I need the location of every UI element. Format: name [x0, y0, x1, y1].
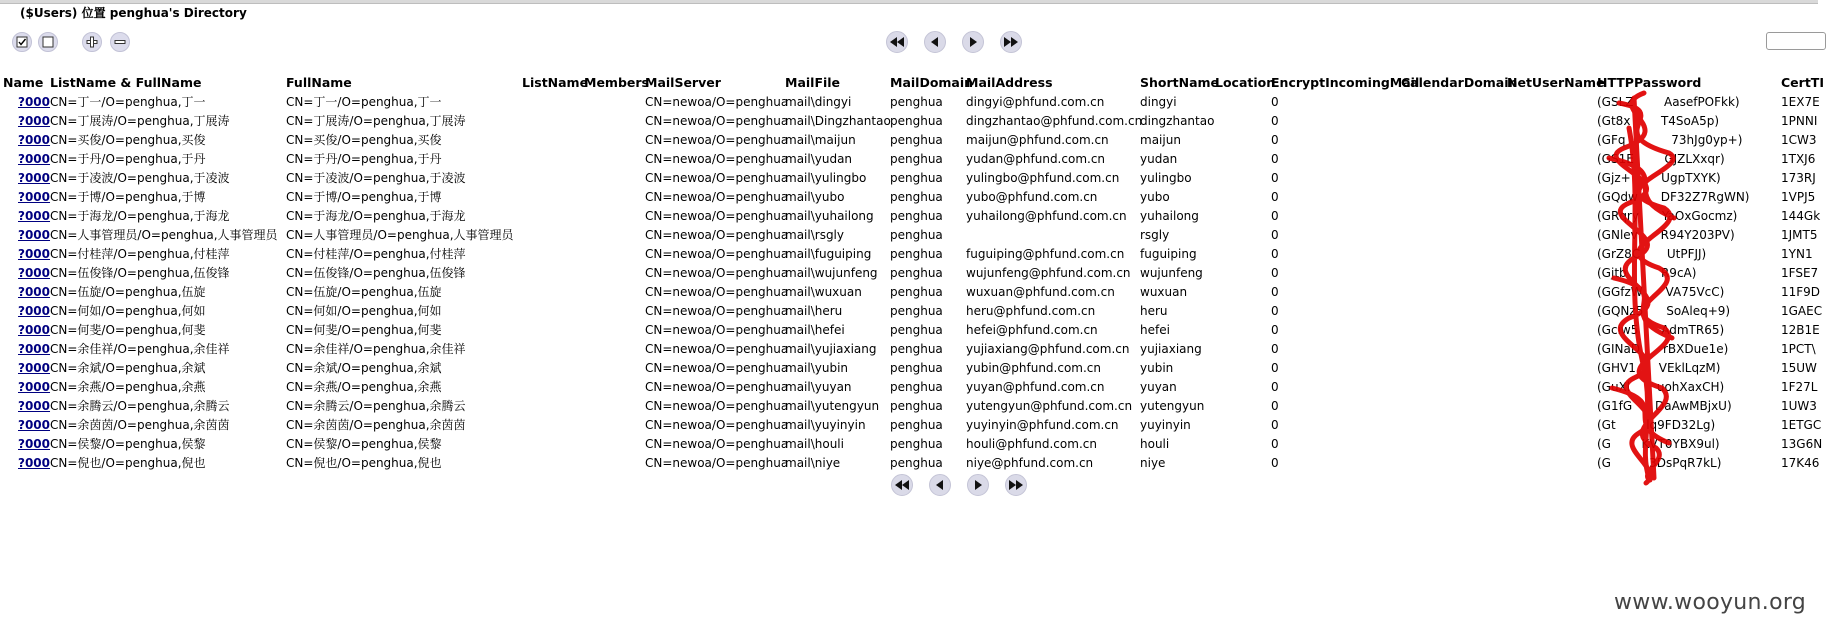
- row-mailaddress: houli@phfund.com.cn: [966, 437, 1097, 451]
- row-maildomain: penghua: [890, 171, 943, 185]
- deselect-all-button[interactable]: [38, 32, 58, 52]
- row-certti: 144Gk: [1781, 209, 1821, 223]
- row-encrypt: 0: [1271, 152, 1279, 166]
- row-name-link[interactable]: ?000: [18, 380, 51, 394]
- row-mailserver: CN=newoa/O=penghua: [645, 95, 789, 109]
- row-maildomain: penghua: [890, 133, 943, 147]
- row-maildomain: penghua: [890, 304, 943, 318]
- row-certti: 1JMT5: [1781, 228, 1818, 242]
- row-name-link[interactable]: ?000: [18, 418, 51, 432]
- row-fullname: CN=倪也/O=penghua,倪也: [286, 456, 442, 470]
- column-header-mailfile[interactable]: MailFile: [785, 75, 841, 90]
- row-encrypt: 0: [1271, 266, 1279, 280]
- row-mailaddress: maijun@phfund.com.cn: [966, 133, 1109, 147]
- row-maildomain: penghua: [890, 437, 943, 451]
- row-mailserver: CN=newoa/O=penghua: [645, 133, 789, 147]
- row-listname: CN=买俊/O=penghua,买俊: [50, 133, 206, 147]
- row-encrypt: 0: [1271, 133, 1279, 147]
- row-name-link[interactable]: ?000: [18, 190, 51, 204]
- collapse-icon: [114, 36, 126, 48]
- row-maildomain: penghua: [890, 285, 943, 299]
- row-mailfile: mail\yubo: [785, 190, 845, 204]
- row-mailfile: mail\wujunfeng: [785, 266, 878, 280]
- row-encrypt: 0: [1271, 304, 1279, 318]
- row-mailserver: CN=newoa/O=penghua: [645, 285, 789, 299]
- row-httppassword: (GHV1 VEklLqzM): [1597, 361, 1721, 375]
- table-row: [0, 283, 1821, 302]
- first-page-button[interactable]: [886, 31, 908, 53]
- table-row: [0, 435, 1823, 454]
- row-certti: 1F27L: [1781, 380, 1818, 394]
- row-listname: CN=余腾云/O=penghua,余腾云: [50, 399, 230, 413]
- column-header-location[interactable]: Location: [1215, 75, 1276, 90]
- row-mailaddress: yujiaxiang@phfund.com.cn: [966, 342, 1130, 356]
- row-mailserver: CN=newoa/O=penghua: [645, 437, 789, 451]
- table-row: [0, 397, 1818, 416]
- row-mailserver: CN=newoa/O=penghua: [645, 456, 789, 470]
- table-row: [0, 264, 1818, 283]
- row-mailserver: CN=newoa/O=penghua: [645, 342, 789, 356]
- row-listname: CN=于凌波/O=penghua,于凌波: [50, 171, 230, 185]
- row-shortname: houli: [1140, 437, 1170, 451]
- last-page-icon: [1004, 37, 1018, 47]
- row-mailaddress: yuyinyin@phfund.com.cn: [966, 418, 1119, 432]
- column-header-listname-fullname[interactable]: ListName & FullName: [50, 75, 202, 90]
- table-row: [0, 378, 1818, 397]
- row-httppassword: (GQdw DF32Z7RgWN): [1597, 190, 1750, 204]
- row-encrypt: 0: [1271, 285, 1279, 299]
- last-page-button[interactable]: [1000, 31, 1022, 53]
- row-fullname: CN=丁一/O=penghua,丁一: [286, 95, 442, 109]
- row-maildomain: penghua: [890, 361, 943, 375]
- row-maildomain: penghua: [890, 399, 943, 413]
- row-shortname: yuyan: [1140, 380, 1177, 394]
- row-encrypt: 0: [1271, 114, 1279, 128]
- row-fullname: CN=于博/O=penghua,于博: [286, 190, 442, 204]
- row-httppassword: (GGfzW VA75VcC): [1597, 285, 1725, 299]
- row-httppassword: (GQNz5 SoAleq+9): [1597, 304, 1731, 318]
- row-certti: 12B1E: [1781, 323, 1820, 337]
- row-fullname: CN=何如/O=penghua,何如: [286, 304, 442, 318]
- row-certti: 1PNNI: [1781, 114, 1818, 128]
- row-encrypt: 0: [1271, 418, 1279, 432]
- previous-page-button[interactable]: [924, 31, 946, 53]
- column-header-members[interactable]: Members: [584, 75, 649, 90]
- row-fullname: CN=丁展涛/O=penghua,丁展涛: [286, 114, 466, 128]
- next-page-icon: [971, 480, 985, 490]
- row-maildomain: penghua: [890, 152, 943, 166]
- column-header-shortname[interactable]: ShortName: [1140, 75, 1220, 90]
- row-listname: CN=伍旋/O=penghua,伍旋: [50, 285, 206, 299]
- row-listname: CN=丁一/O=penghua,丁一: [50, 95, 206, 109]
- row-encrypt: 0: [1271, 399, 1279, 413]
- row-mailserver: CN=newoa/O=penghua: [645, 171, 789, 185]
- previous-page-button-bottom[interactable]: [929, 474, 951, 496]
- column-header-netusername[interactable]: NetUserName: [1507, 75, 1605, 90]
- row-shortname: yuyinyin: [1140, 418, 1191, 432]
- row-name-link[interactable]: ?000: [18, 228, 51, 242]
- row-certti: 15UW: [1781, 361, 1817, 375]
- row-mailfile: mail\Dingzhantao: [785, 114, 891, 128]
- row-maildomain: penghua: [890, 209, 943, 223]
- last-page-icon: [1009, 480, 1023, 490]
- row-shortname: dingzhantao: [1140, 114, 1215, 128]
- table-row: [0, 245, 1818, 264]
- select-all-button[interactable]: [12, 32, 32, 52]
- row-shortname: yubo: [1140, 190, 1170, 204]
- row-mailaddress: yuhailong@phfund.com.cn: [966, 209, 1127, 223]
- row-listname: CN=倪也/O=penghua,倪也: [50, 456, 206, 470]
- row-name-link[interactable]: ?000: [18, 133, 51, 147]
- table-row: [0, 454, 1818, 473]
- column-header-certti[interactable]: CertTI: [1781, 75, 1824, 90]
- row-encrypt: 0: [1271, 190, 1279, 204]
- row-encrypt: 0: [1271, 361, 1279, 375]
- row-listname: CN=余佳祥/O=penghua,余佳祥: [50, 342, 230, 356]
- row-httppassword: (GSLZ AasefPOFkk): [1597, 95, 1740, 109]
- row-shortname: hefei: [1140, 323, 1170, 337]
- row-shortname: wujunfeng: [1140, 266, 1203, 280]
- row-shortname: maijun: [1140, 133, 1181, 147]
- row-fullname: CN=何斐/O=penghua,何斐: [286, 323, 442, 337]
- row-mailserver: CN=newoa/O=penghua: [645, 190, 789, 204]
- row-certti: 1ETGC: [1781, 418, 1822, 432]
- row-mailfile: mail\yudan: [785, 152, 853, 166]
- row-encrypt: 0: [1271, 95, 1279, 109]
- row-name-link[interactable]: ?000: [18, 285, 51, 299]
- table-row: [0, 321, 1818, 340]
- column-header-mailaddress[interactable]: MailAddress: [966, 75, 1053, 90]
- row-name-link[interactable]: ?000: [18, 152, 51, 166]
- row-httppassword: (Gjz+ UgpTXYK): [1597, 171, 1721, 185]
- table-row: [0, 302, 1823, 321]
- row-mailserver: CN=newoa/O=penghua: [645, 323, 789, 337]
- table-row: [0, 207, 1821, 226]
- row-httppassword: (G1fG DaAwMBjxU): [1597, 399, 1732, 413]
- first-page-button-bottom[interactable]: [891, 474, 913, 496]
- previous-page-icon: [928, 37, 942, 47]
- row-mailaddress: heru@phfund.com.cn: [966, 304, 1096, 318]
- row-maildomain: penghua: [890, 247, 943, 261]
- row-listname: CN=付桂萍/O=penghua,付桂萍: [50, 247, 230, 261]
- row-httppassword: (GFq 73hJg0yp+): [1597, 133, 1743, 147]
- table-row: [0, 131, 1818, 150]
- row-name-link[interactable]: ?000: [18, 209, 51, 223]
- row-mailfile: mail\heru: [785, 304, 843, 318]
- row-encrypt: 0: [1271, 456, 1279, 470]
- first-page-icon: [890, 37, 904, 47]
- row-mailserver: CN=newoa/O=penghua: [645, 399, 789, 413]
- row-encrypt: 0: [1271, 228, 1279, 242]
- row-shortname: fuguiping: [1140, 247, 1197, 261]
- row-mailserver: CN=newoa/O=penghua: [645, 152, 789, 166]
- row-encrypt: 0: [1271, 380, 1279, 394]
- row-certti: 13G6N: [1781, 437, 1823, 451]
- row-shortname: yudan: [1140, 152, 1178, 166]
- row-name-link[interactable]: ?000: [18, 456, 51, 470]
- row-certti: 1EX7E: [1781, 95, 1820, 109]
- row-encrypt: 0: [1271, 171, 1279, 185]
- row-fullname: CN=于海龙/O=penghua,于海龙: [286, 209, 466, 223]
- column-header-mailserver[interactable]: MailServer: [645, 75, 721, 90]
- row-mailaddress: yudan@phfund.com.cn: [966, 152, 1106, 166]
- row-name-link[interactable]: ?000: [18, 114, 51, 128]
- row-certti: 1TXJ6: [1781, 152, 1816, 166]
- row-certti: 1CW3: [1781, 133, 1817, 147]
- row-mailaddress: wujunfeng@phfund.com.cn: [966, 266, 1131, 280]
- page-title: ($Users) 位置 penghua's Directory: [20, 6, 247, 20]
- row-httppassword: (Gciw5 AdmTR65): [1597, 323, 1725, 337]
- row-name-link[interactable]: ?000: [18, 399, 51, 413]
- row-mailserver: CN=newoa/O=penghua: [645, 380, 789, 394]
- table-row: [0, 150, 1818, 169]
- row-maildomain: penghua: [890, 323, 943, 337]
- row-name-link[interactable]: ?000: [18, 266, 51, 280]
- row-listname: CN=何如/O=penghua,何如: [50, 304, 206, 318]
- row-encrypt: 0: [1271, 323, 1279, 337]
- table-row: [0, 112, 1818, 131]
- row-shortname: wuxuan: [1140, 285, 1188, 299]
- watermark: www.wooyun.org: [1614, 590, 1807, 615]
- row-mailaddress: dingyi@phfund.com.cn: [966, 95, 1105, 109]
- row-shortname: yulingbo: [1140, 171, 1192, 185]
- row-mailaddress: niye@phfund.com.cn: [966, 456, 1094, 470]
- row-httppassword: (Gt8x T4SoA5p): [1597, 114, 1720, 128]
- row-listname: CN=伍俊锋/O=penghua,伍俊锋: [50, 266, 230, 280]
- row-fullname: CN=买俊/O=penghua,买俊: [286, 133, 442, 147]
- row-httppassword: (Gt lq9FD32Lg): [1597, 418, 1716, 432]
- row-mailfile: mail\niye: [785, 456, 841, 470]
- row-certti: 173RJ: [1781, 171, 1816, 185]
- row-fullname: CN=人事管理员/O=penghua,人事管理员: [286, 228, 514, 242]
- row-mailfile: mail\maijun: [785, 133, 856, 147]
- search-input[interactable]: [1766, 32, 1826, 50]
- row-listname: CN=于丹/O=penghua,于丹: [50, 152, 206, 166]
- last-page-button-bottom[interactable]: [1005, 474, 1027, 496]
- row-httppassword: (G 3DsPqR7kL): [1597, 456, 1722, 470]
- row-mailfile: mail\yulingbo: [785, 171, 867, 185]
- expand-all-button[interactable]: [82, 32, 102, 52]
- row-name-link[interactable]: ?000: [18, 437, 51, 451]
- row-maildomain: penghua: [890, 114, 943, 128]
- row-certti: 1YN1: [1781, 247, 1813, 261]
- row-encrypt: 0: [1271, 247, 1279, 261]
- row-fullname: CN=余佳祥/O=penghua,余佳祥: [286, 342, 466, 356]
- column-header-httppassword[interactable]: HTTPPassword: [1597, 75, 1702, 90]
- row-httppassword: (GuXl uohXaxCH): [1597, 380, 1725, 394]
- row-name-link[interactable]: ?000: [18, 247, 51, 261]
- row-fullname: CN=余腾云/O=penghua,余腾云: [286, 399, 466, 413]
- row-mailserver: CN=newoa/O=penghua: [645, 361, 789, 375]
- row-shortname: yubin: [1140, 361, 1174, 375]
- row-fullname: CN=余燕/O=penghua,余燕: [286, 380, 442, 394]
- previous-page-icon: [933, 480, 947, 490]
- expand-icon: [86, 36, 98, 48]
- row-shortname: heru: [1140, 304, 1168, 318]
- collapse-all-button[interactable]: [110, 32, 130, 52]
- table-row: [0, 93, 1818, 112]
- row-certti: 1PCT\: [1781, 342, 1816, 356]
- row-fullname: CN=于丹/O=penghua,于丹: [286, 152, 442, 166]
- row-mailserver: CN=newoa/O=penghua: [645, 418, 789, 432]
- row-mailserver: CN=newoa/O=penghua: [645, 304, 789, 318]
- row-mailserver: CN=newoa/O=penghua: [645, 209, 789, 223]
- row-mailaddress: yubin@phfund.com.cn: [966, 361, 1101, 375]
- row-httppassword: (GRqry YaOxGocmz): [1597, 209, 1738, 223]
- row-fullname: CN=伍俊锋/O=penghua,伍俊锋: [286, 266, 466, 280]
- table-row: [0, 416, 1822, 435]
- row-name-link[interactable]: ?000: [18, 323, 51, 337]
- row-shortname: yujiaxiang: [1140, 342, 1202, 356]
- row-mailserver: CN=newoa/O=penghua: [645, 228, 789, 242]
- row-mailfile: mail\dingyi: [785, 95, 852, 109]
- row-name-link[interactable]: ?000: [18, 171, 51, 185]
- row-mailfile: mail\rsgly: [785, 228, 844, 242]
- column-header-listname[interactable]: ListName: [522, 75, 589, 90]
- row-maildomain: penghua: [890, 418, 943, 432]
- row-mailfile: mail\yuhailong: [785, 209, 874, 223]
- row-httppassword: (GNlev R94Y203PV): [1597, 228, 1735, 242]
- table-row: [0, 226, 1818, 245]
- row-shortname: yuhailong: [1140, 209, 1199, 223]
- row-httppassword: (G KVT0YBX9ul): [1597, 437, 1720, 451]
- column-header-fullname[interactable]: FullName: [286, 75, 352, 90]
- first-page-icon: [895, 480, 909, 490]
- row-listname: CN=丁展涛/O=penghua,丁展涛: [50, 114, 230, 128]
- row-fullname: CN=余茵茵/O=penghua,余茵茵: [286, 418, 466, 432]
- row-listname: CN=人事管理员/O=penghua,人事管理员: [50, 228, 278, 242]
- row-fullname: CN=余斌/O=penghua,余斌: [286, 361, 442, 375]
- row-shortname: dingyi: [1140, 95, 1177, 109]
- row-encrypt: 0: [1271, 437, 1279, 451]
- column-header-calendardomain[interactable]: CalendarDomain: [1401, 75, 1518, 90]
- column-header-name[interactable]: Name: [3, 75, 44, 90]
- row-encrypt: 0: [1271, 342, 1279, 356]
- row-mailfile: mail\wuxuan: [785, 285, 862, 299]
- row-maildomain: penghua: [890, 456, 943, 470]
- row-encrypt: 0: [1271, 209, 1279, 223]
- row-shortname: niye: [1140, 456, 1166, 470]
- row-mailfile: mail\yubin: [785, 361, 849, 375]
- row-httppassword: (Gjtb R9cA): [1597, 266, 1697, 280]
- table-row: [0, 169, 1818, 188]
- row-mailfile: mail\fuguiping: [785, 247, 872, 261]
- row-mailserver: CN=newoa/O=penghua: [645, 247, 789, 261]
- row-mailaddress: yutengyun@phfund.com.cn: [966, 399, 1133, 413]
- table-row: [0, 359, 1818, 378]
- row-certti: 1UW3: [1781, 399, 1817, 413]
- row-shortname: rsgly: [1140, 228, 1170, 242]
- row-mailaddress: fuguiping@phfund.com.cn: [966, 247, 1125, 261]
- row-fullname: CN=伍旋/O=penghua,伍旋: [286, 285, 442, 299]
- row-mailaddress: yubo@phfund.com.cn: [966, 190, 1098, 204]
- next-page-button-bottom[interactable]: [967, 474, 989, 496]
- row-mailaddress: wuxuan@phfund.com.cn: [966, 285, 1115, 299]
- row-listname: CN=余燕/O=penghua,余燕: [50, 380, 206, 394]
- row-httppassword: (GrZ8C UtPFJJ): [1597, 247, 1707, 261]
- row-mailaddress: dingzhantao@phfund.com.cn: [966, 114, 1143, 128]
- row-mailfile: mail\houli: [785, 437, 844, 451]
- next-page-icon: [966, 37, 980, 47]
- table-row: [0, 188, 1818, 207]
- row-certti: 11F9D: [1781, 285, 1821, 299]
- row-maildomain: penghua: [890, 228, 943, 242]
- window-top-border: [0, 0, 1818, 4]
- row-listname: CN=于海龙/O=penghua,于海龙: [50, 209, 230, 223]
- row-name-link[interactable]: ?000: [18, 361, 51, 375]
- row-maildomain: penghua: [890, 266, 943, 280]
- table-row: [0, 340, 1818, 359]
- row-listname: CN=于博/O=penghua,于博: [50, 190, 206, 204]
- row-name-link[interactable]: ?000: [18, 304, 51, 318]
- row-httppassword: (GINaD rBXDue1e): [1597, 342, 1729, 356]
- row-mailfile: mail\yuyinyin: [785, 418, 866, 432]
- row-certti: 1FSE7: [1781, 266, 1819, 280]
- checked-checkbox-icon: [16, 36, 28, 48]
- row-listname: CN=余茵茵/O=penghua,余茵茵: [50, 418, 230, 432]
- row-listname: CN=余斌/O=penghua,余斌: [50, 361, 206, 375]
- row-certti: 1GAEC: [1781, 304, 1823, 318]
- row-fullname: CN=付桂萍/O=penghua,付桂萍: [286, 247, 466, 261]
- row-mailserver: CN=newoa/O=penghua: [645, 114, 789, 128]
- row-name-link[interactable]: ?000: [18, 95, 51, 109]
- row-maildomain: penghua: [890, 190, 943, 204]
- column-header-encryptincomingmail[interactable]: EncryptIncomingMail: [1271, 75, 1420, 90]
- row-mailaddress: hefei@phfund.com.cn: [966, 323, 1098, 337]
- row-mailaddress: yuyan@phfund.com.cn: [966, 380, 1105, 394]
- row-mailfile: mail\hefei: [785, 323, 845, 337]
- row-shortname: yutengyun: [1140, 399, 1205, 413]
- row-listname: CN=何斐/O=penghua,何斐: [50, 323, 206, 337]
- row-mailfile: mail\yutengyun: [785, 399, 880, 413]
- row-fullname: CN=于凌波/O=penghua,于凌波: [286, 171, 466, 185]
- row-maildomain: penghua: [890, 342, 943, 356]
- row-maildomain: penghua: [890, 380, 943, 394]
- row-mailserver: CN=newoa/O=penghua: [645, 266, 789, 280]
- row-mailaddress: yulingbo@phfund.com.cn: [966, 171, 1120, 185]
- row-mailfile: mail\yujiaxiang: [785, 342, 877, 356]
- empty-checkbox-icon: [42, 36, 54, 48]
- row-fullname: CN=侯黎/O=penghua,侯黎: [286, 437, 442, 451]
- row-maildomain: penghua: [890, 95, 943, 109]
- row-listname: CN=侯黎/O=penghua,侯黎: [50, 437, 206, 451]
- row-certti: 1VPJ5: [1781, 190, 1816, 204]
- row-name-link[interactable]: ?000: [18, 342, 51, 356]
- next-page-button[interactable]: [962, 31, 984, 53]
- row-certti: 17K46: [1781, 456, 1820, 470]
- row-mailfile: mail\yuyan: [785, 380, 852, 394]
- row-httppassword: (GS1E GJZLXxqr): [1597, 152, 1725, 166]
- column-header-maildomain[interactable]: MailDomain: [890, 75, 974, 90]
